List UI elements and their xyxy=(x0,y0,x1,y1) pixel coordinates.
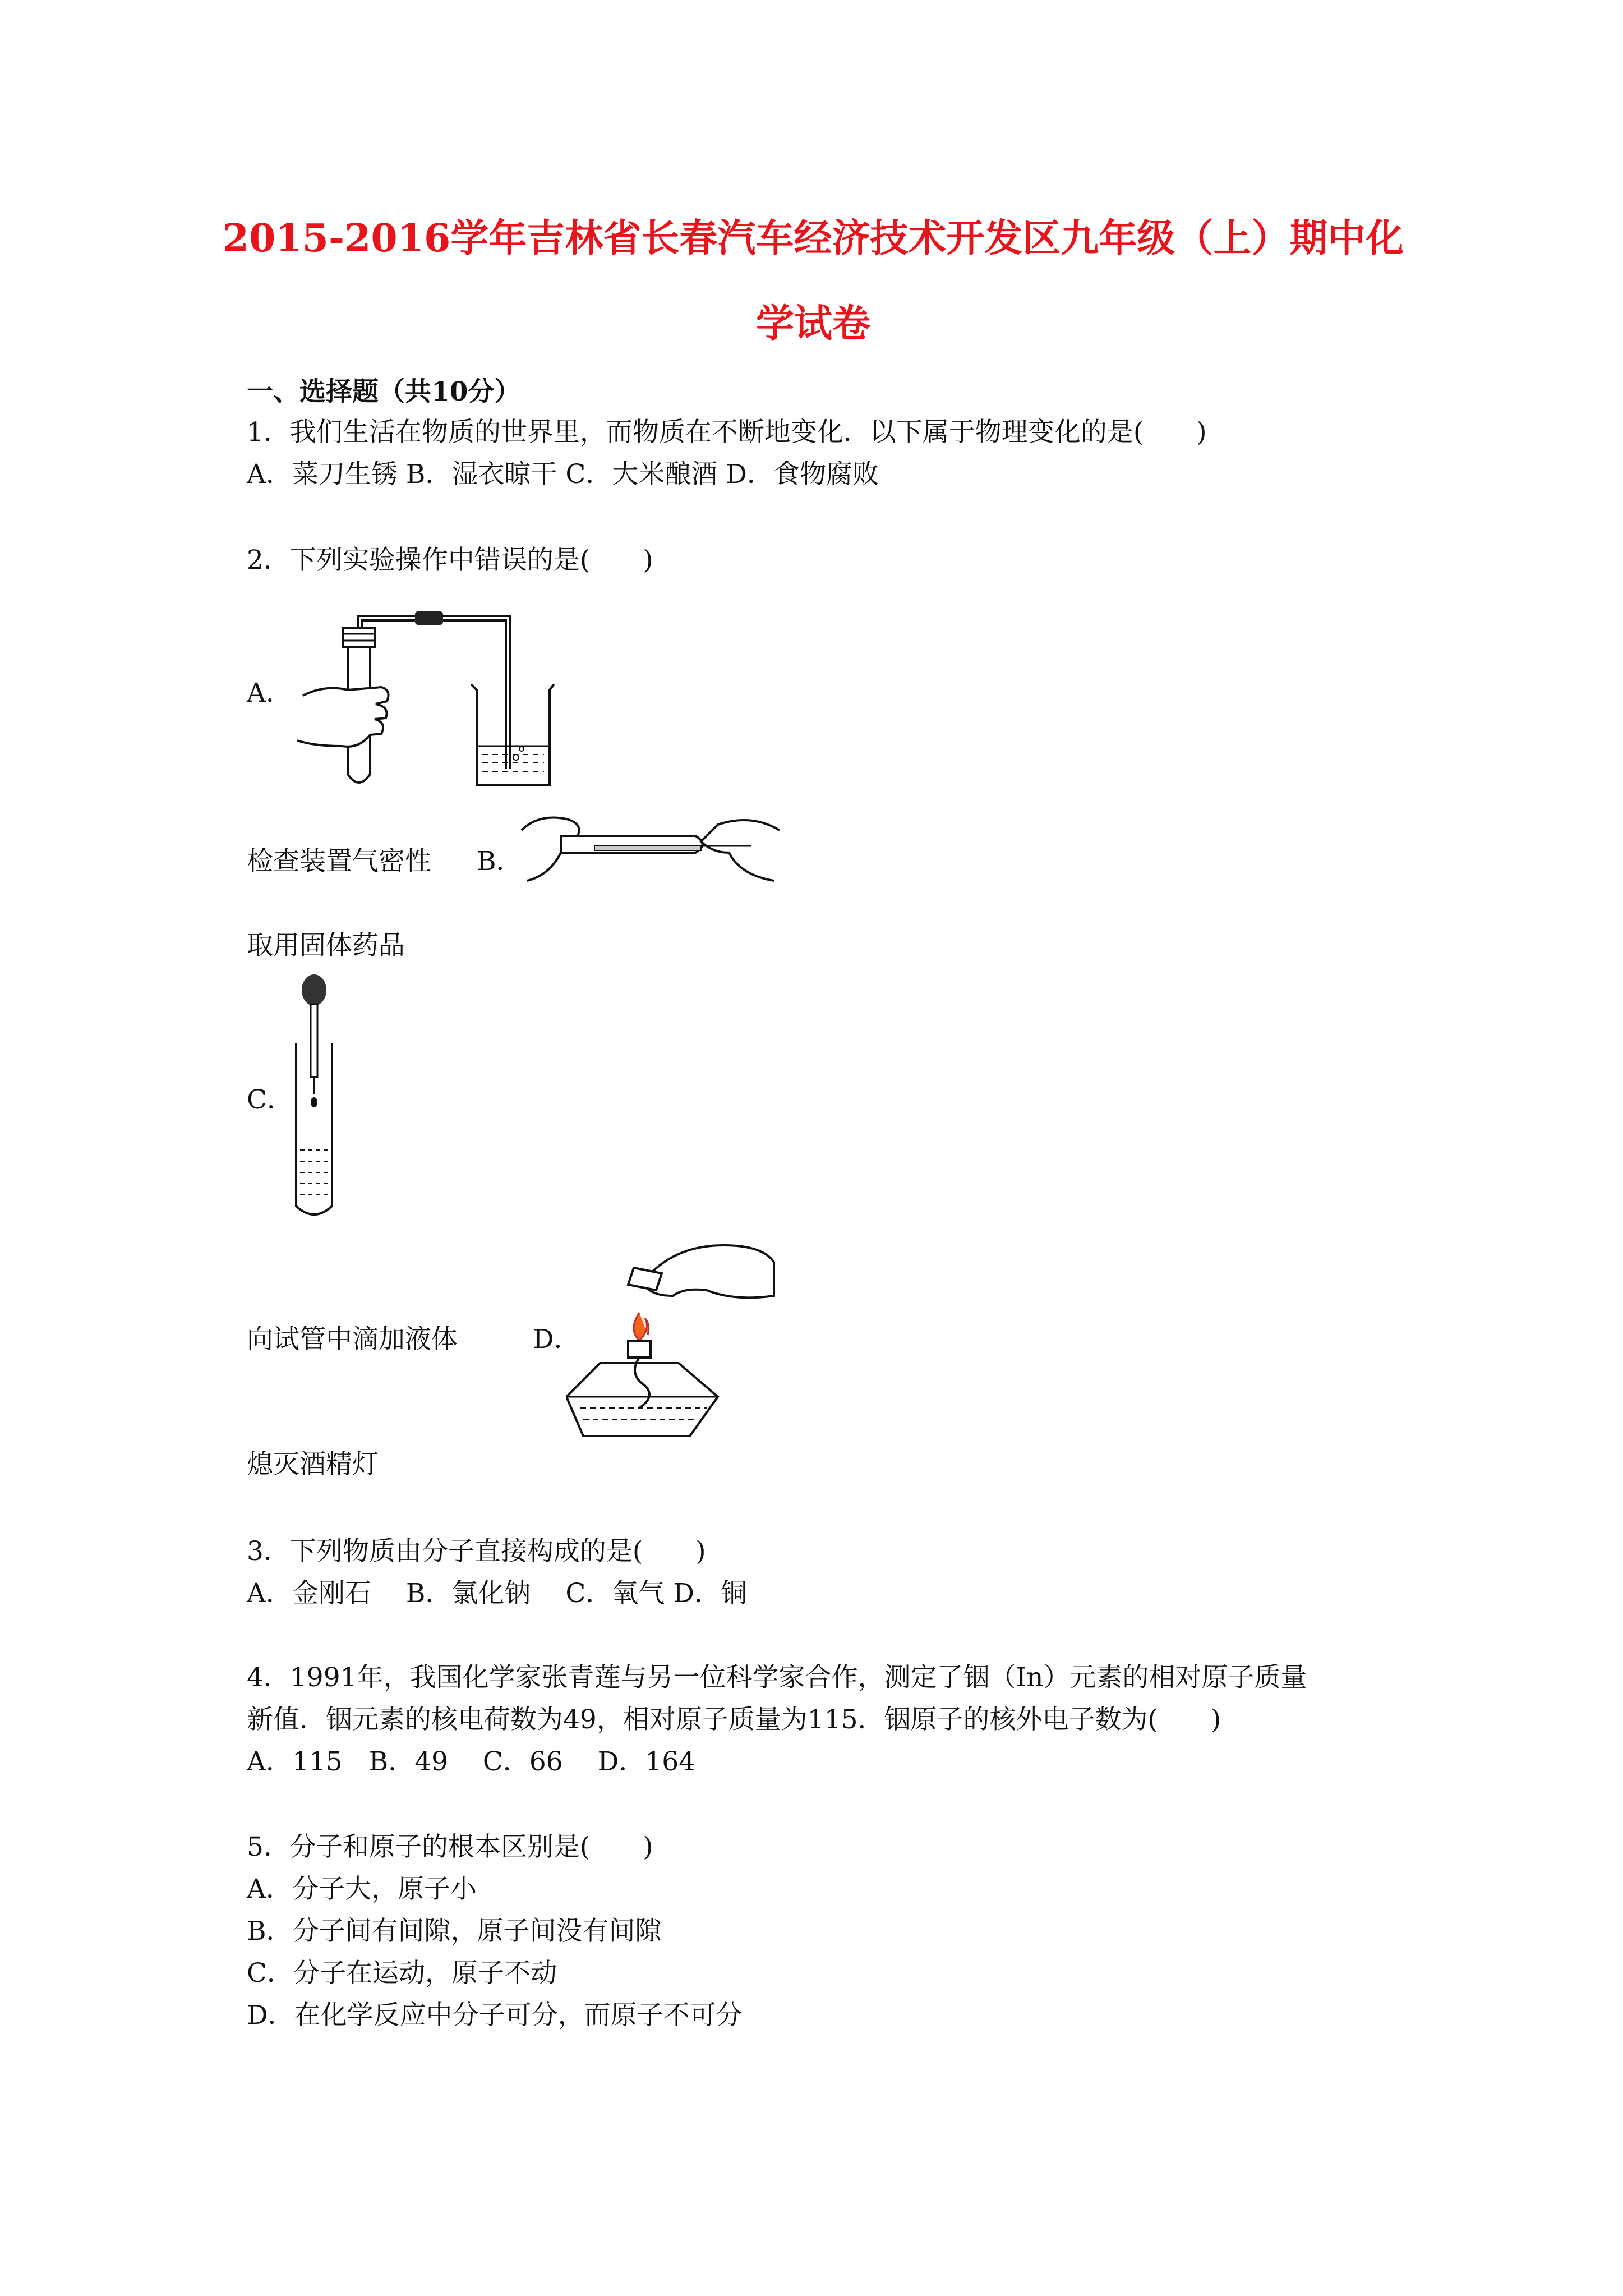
q1-options: A．菜刀生锈 B．湿衣晾干 C．大米酿酒 D．食物腐败 xyxy=(247,459,879,490)
q4-stem-line1: 4．1991年，我国化学家张青莲与另一位科学家合作，测定了铟（In）元素的相对原子质量 xyxy=(247,1662,1307,1693)
alcohol-lamp-figure xyxy=(566,1223,780,1447)
q5-option-a: A．分子大，原子小 xyxy=(247,1874,477,1904)
q5-stem: 5．分子和原子的根本区别是( ) xyxy=(247,1832,653,1862)
q2-option-c-label: C． xyxy=(247,1084,293,1115)
q2-stem: 2．下列实验操作中错误的是( ) xyxy=(247,545,653,576)
q2-option-c-caption: 向试管中滴加液体 xyxy=(247,1324,458,1355)
q4-options: A．115 B．49 C．66 D．164 xyxy=(247,1746,696,1777)
section-heading: 一、选择题（共10分） xyxy=(247,376,521,407)
airtightness-check-figure xyxy=(292,606,583,797)
q1-stem: 1．我们生活在物质的世界里，而物质在不断地变化．以下属于物理变化的是( ) xyxy=(247,417,1207,448)
solid-reagent-figure xyxy=(516,797,785,909)
q2-option-a-caption: 检查装置气密性 xyxy=(247,846,431,877)
q3-options: A．金刚石 B．氯化钠 C．氧气 D．铜 xyxy=(247,1578,747,1609)
q3-stem: 3．下列物质由分子直接构成的是( ) xyxy=(247,1536,706,1567)
q2-option-d-label: D． xyxy=(533,1324,580,1355)
q5-option-c: C．分子在运动，原子不动 xyxy=(247,1958,557,1989)
q2-option-a-label: A． xyxy=(247,678,292,708)
exam-title-line1: 2015-2016学年吉林省长春汽车经济技术开发区九年级（上）期中化 xyxy=(222,216,1404,261)
q2-option-b-caption: 取用固体药品 xyxy=(247,930,405,961)
q2-option-d-caption: 熄灭酒精灯 xyxy=(247,1449,379,1480)
q5-option-b: B．分子间有间隙，原子间没有间隙 xyxy=(247,1916,662,1947)
q5-option-d: D．在化学反应中分子可分，而原子不可分 xyxy=(247,2000,743,2031)
exam-title-line2: 学试卷 xyxy=(755,301,870,346)
q2-option-b-label: B． xyxy=(477,846,523,877)
q4-stem-line2: 新值．铟元素的核电荷数为49，相对原子质量为115．铟原子的核外电子数为( ) xyxy=(247,1704,1221,1735)
